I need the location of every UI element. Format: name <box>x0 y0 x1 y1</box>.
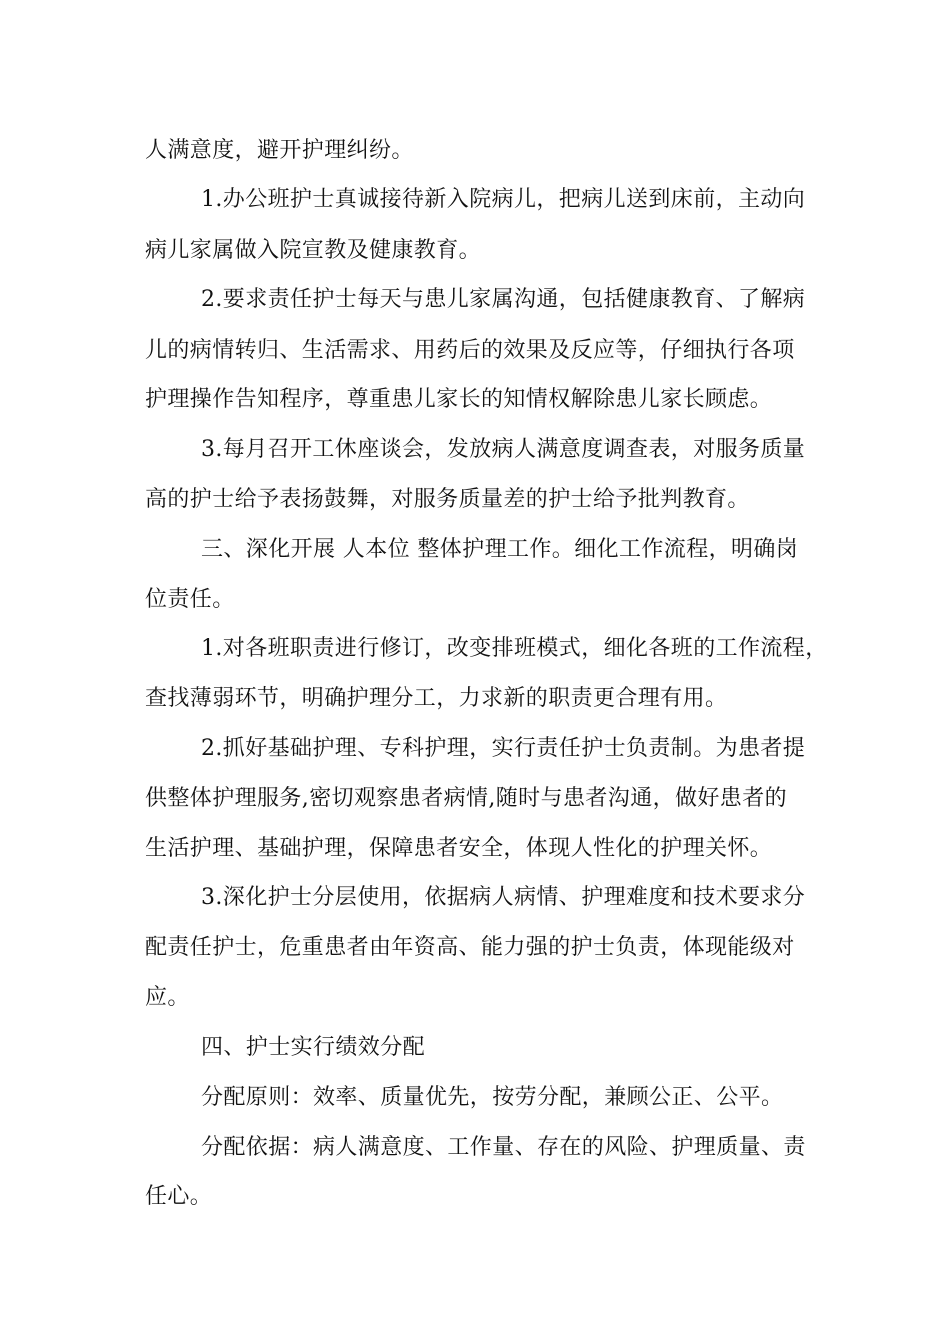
text-line: 3.每月召开工休座谈会，发放病人满意度调查表，对服务质量 <box>201 437 806 462</box>
text-line: 应。 <box>145 985 190 1010</box>
text-line: 分配依据：病人满意度、工作量、存在的风险、护理质量、责 <box>201 1135 806 1160</box>
text-line: 三、深化开展 人本位 整体护理工作。细化工作流程，明确岗 <box>201 537 799 562</box>
text-line: 位责任。 <box>145 587 235 612</box>
text-line: 高的护士给予表扬鼓舞，对服务质量差的护士给予批判教育。 <box>145 487 750 512</box>
text-line: 2.抓好基础护理、专科护理，实行责任护士负责制。为患者提 <box>201 736 806 761</box>
text-line: 1.办公班护士真诚接待新入院病儿，把病儿送到床前，主动向 <box>201 187 806 212</box>
text-line: 任心。 <box>145 1184 213 1209</box>
text-line: 护理操作告知程序，尊重患儿家长的知情权解除患儿家长顾虑。 <box>145 387 773 412</box>
text-line: 1.对各班职责进行修订，改变排班模式，细化各班的工作流程， <box>201 636 828 661</box>
text-line: 2.要求责任护士每天与患儿家属沟通，包括健康教育、了解病 <box>201 287 806 312</box>
text-line: 供整体护理服务,密切观察患者病情,随时与患者沟通，做好患者的 <box>145 786 787 811</box>
text-line: 四、护士实行绩效分配 <box>201 1035 426 1060</box>
text-line: 病儿家属做入院宣教及健康教育。 <box>145 238 482 263</box>
text-line: 配责任护士，危重患者由年资高、能力强的护士负责，体现能级对 <box>145 935 795 960</box>
text-line: 查找薄弱环节，明确护理分工，力求新的职责更合理有用。 <box>145 686 728 711</box>
text-line: 分配原则：效率、质量优先，按劳分配，兼顾公正、公平。 <box>201 1085 784 1110</box>
text-line: 3.深化护士分层使用，依据病人病情、护理难度和技术要求分 <box>201 885 806 910</box>
text-line: 人满意度，避开护理纠纷。 <box>145 138 414 163</box>
text-line: 儿的病情转归、生活需求、用药后的效果及反应等，仔细执行各项 <box>145 338 795 363</box>
text-line: 生活护理、基础护理，保障患者安全，体现人性化的护理关怀。 <box>145 836 773 861</box>
